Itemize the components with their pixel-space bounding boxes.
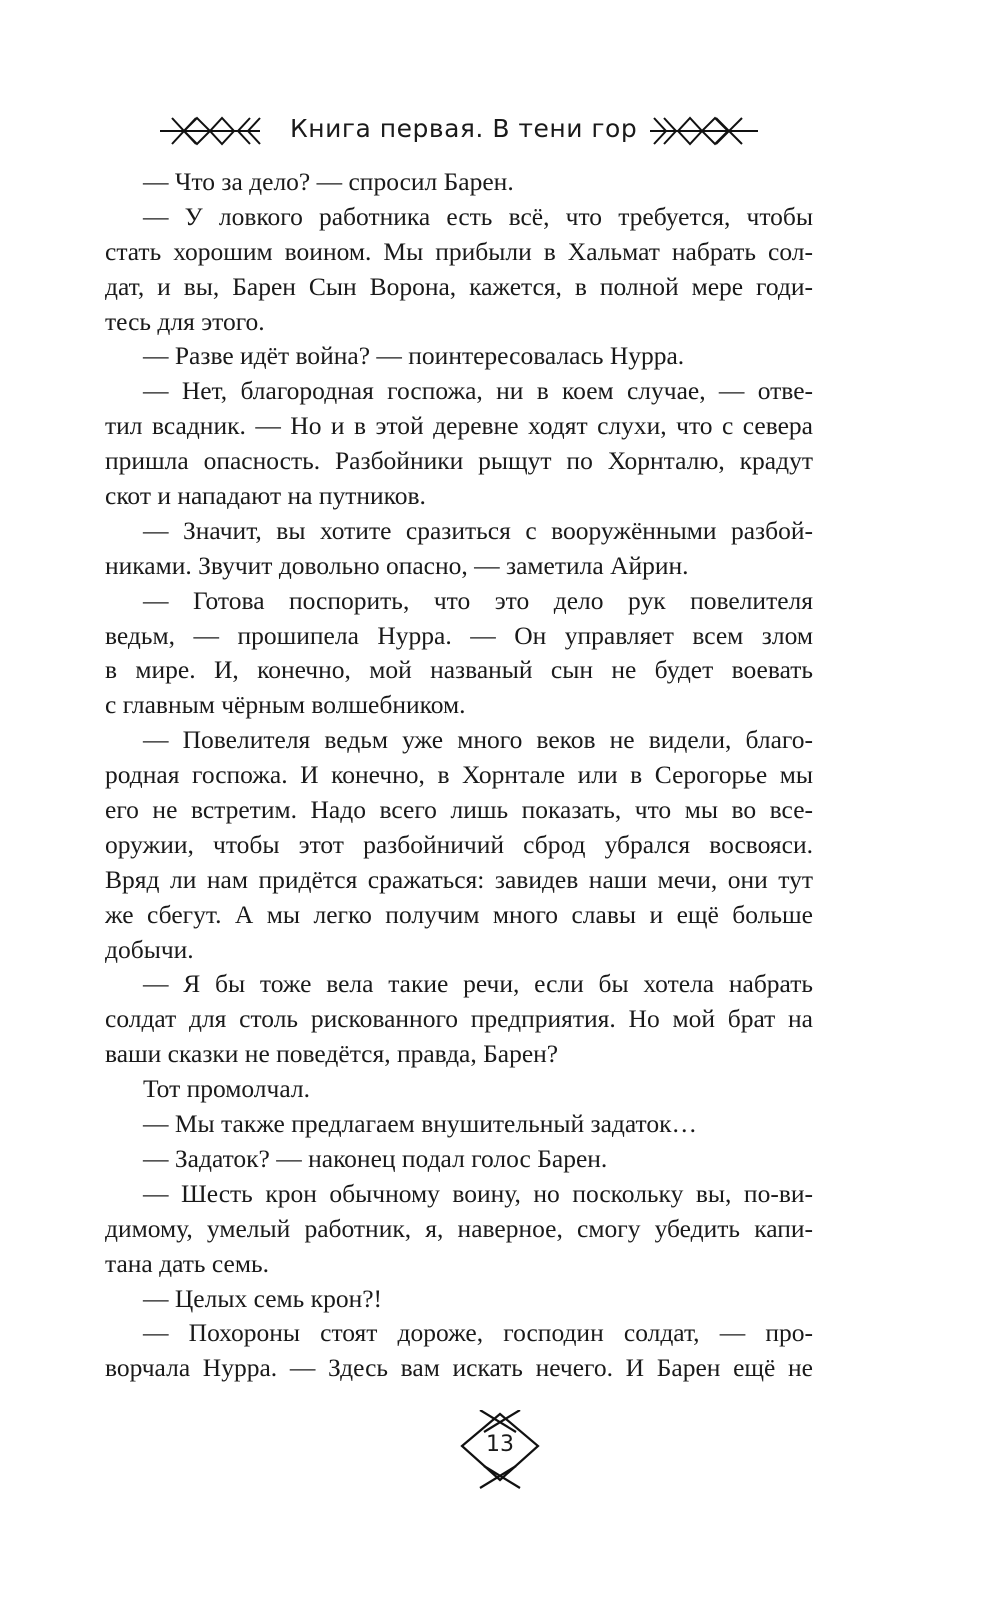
- text-line: никами. Звучит довольно опасно, — заметила Айрин.: [105, 550, 689, 580]
- paragraph: [105, 374, 813, 514]
- text-line: стать хорошим воином. Мы прибыли в Хальмат набрать сол-: [105, 236, 813, 266]
- paragraph: [105, 1316, 813, 1386]
- text-line: дат, и вы, Барен Сын Ворона, кажется, в полной мере годи-: [105, 271, 813, 301]
- text-line: — Что за дело? — спросил Барен.: [143, 167, 514, 196]
- text-line: — Я бы тоже вела такие речи, если бы хотела набрать: [143, 969, 813, 999]
- paragraph: [105, 1177, 813, 1282]
- paragraph: [105, 1282, 813, 1317]
- paragraph: [105, 200, 813, 340]
- text-line: — Мы также предлагаем внушительный задаток…: [143, 1109, 698, 1139]
- paragraph: [105, 514, 813, 584]
- text-line: — Похороны стоят дороже, господин солдат, — про-: [143, 1318, 813, 1348]
- paragraph: [105, 1142, 813, 1177]
- text-line: — Повелителя ведьм уже много веков не видели, благо-: [143, 725, 813, 755]
- text-line: — Задаток? — наконец подал голос Барен.: [143, 1143, 608, 1173]
- text-line: тил всадник. — Но и в этой деревне ходят слухи, что с севера: [105, 411, 813, 441]
- text-line: димому, умелый работник, я, наверное, смогу убедить капи-: [105, 1213, 813, 1243]
- paragraph: [105, 584, 813, 724]
- text-line: с главным чёрным волшебником.: [105, 690, 466, 720]
- text-line: оружии, чтобы этот разбойничий сброд убрался восвояси.: [105, 829, 813, 859]
- running-header: [0, 108, 1000, 158]
- text-line: родная госпожа. И конечно, в Хорнтале или в Серогорье мы: [105, 760, 813, 790]
- text-line: — Шесть крон обычному воину, но поскольку вы, по-ви-: [143, 1178, 813, 1208]
- paragraph: [105, 339, 813, 374]
- text-line: пришла опасность. Разбойники рыщут по Хорнталю, крадут: [105, 446, 813, 476]
- text-line: — Значит, вы хотите сразиться с вооружёнными разбой-: [143, 515, 813, 545]
- page-number: 13: [486, 1432, 514, 1457]
- text-line: — Целых семь крон?!: [143, 1283, 383, 1313]
- text-line: — У ловкого работника есть всё, что требуется, чтобы: [143, 201, 813, 231]
- text-line: скот и нападают на путников.: [105, 481, 426, 511]
- text-line: Вряд ли нам придётся сражаться: завидев наши мечи, они тут: [105, 864, 813, 894]
- text-line: — Нет, благородная госпожа, ни в коем случае, — отве-: [143, 376, 813, 406]
- page-body-text: [105, 165, 813, 1386]
- text-line: тесь для этого.: [105, 306, 265, 336]
- text-line: в мире. И, конечно, мой названый сын не будет воевать: [105, 655, 813, 685]
- text-line: — Готова поспорить, что это дело рук повелителя: [143, 585, 813, 615]
- text-line: ведьм, — прошипела Нурра. — Он управляет всем злом: [105, 620, 813, 650]
- paragraph: [105, 1072, 813, 1107]
- text-line: добычи.: [105, 934, 194, 964]
- right-ornament-icon: [650, 114, 760, 148]
- text-line: Тот промолчал.: [143, 1074, 310, 1104]
- paragraph: [105, 967, 813, 1072]
- text-line: ворчала Нурра. — Здесь вам искать нечего. И Барен ещё не: [105, 1353, 813, 1383]
- page-number-badge: [420, 1410, 580, 1490]
- text-line: солдат для столь рискованного предприятия. Но мой брат на: [105, 1004, 813, 1034]
- left-ornament-icon: [160, 114, 265, 148]
- text-line: ваши сказки не поведётся, правда, Барен?: [105, 1039, 559, 1069]
- paragraph: [105, 1107, 813, 1142]
- text-line: тана дать семь.: [105, 1248, 269, 1278]
- text-line: же сбегут. А мы легко получим много славы и ещё больше: [105, 899, 813, 929]
- text-line: его не встретим. Надо всего лишь показать, что мы во все-: [105, 795, 813, 825]
- paragraph: [105, 723, 813, 967]
- text-line: — Разве идёт война? — поинтересовалась Нурра.: [143, 341, 685, 371]
- book-title-header: Книга первая. В тени гор: [290, 114, 638, 143]
- paragraph: [105, 165, 813, 200]
